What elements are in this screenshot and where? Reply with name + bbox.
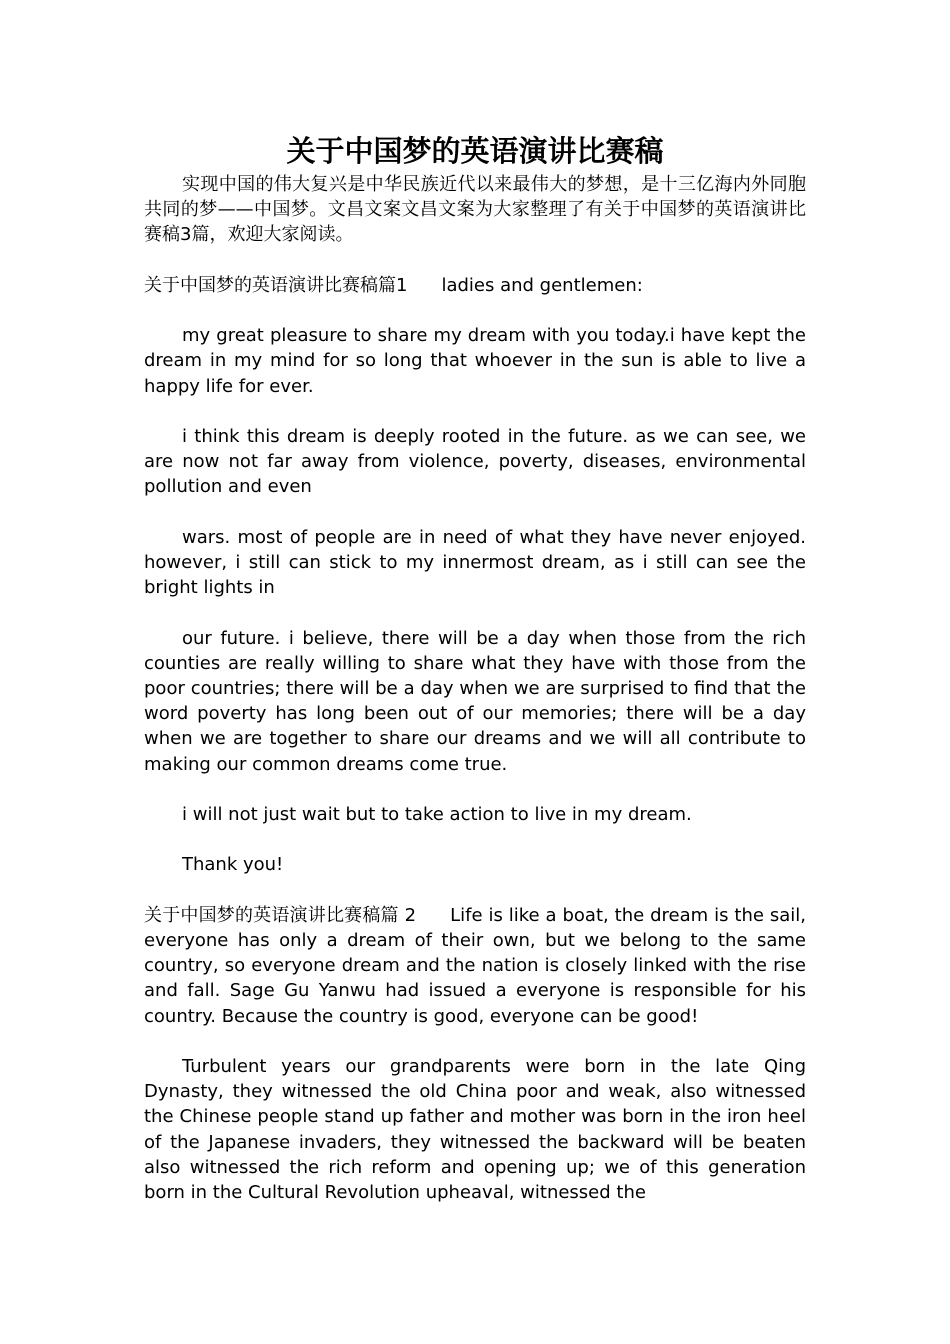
section1-paragraph-2: i think this dream is deeply rooted in the future. as we can see, we are now not far away from violence, poverty, diseases, environmental pollution and even xyxy=(144,425,806,498)
section1-paragraph-1: my great pleasure to share my dream with you today.i have kept the dream in my mind for so long that whoever in the sun is able to live a happy life for ever. xyxy=(144,325,806,397)
intro-paragraph: 实现中国的伟大复兴是中华民族近代以来最伟大的梦想，是十三亿海内外同胞共同的梦——中国梦。文昌文案文昌文案为大家整理了有关于中国梦的英语演讲比赛稿3篇，欢迎大家阅读。 xyxy=(144,174,806,246)
section2-first-paragraph xyxy=(144,903,806,1029)
section1-salutation: ladies and gentlemen: xyxy=(441,274,643,296)
section2-heading: 关于中国梦的英语演讲比赛稿篇 2 xyxy=(144,904,417,926)
section1-paragraph-4: our future. i believe, there will be a day when those from the rich counties are really willing to share what they have with those from the poor countries; there will be a day when we are surprised to find that the word poverty has long been out of our memories; there will be a day when we are together to share our dreams and we will all contribute to making our common dreams come true. xyxy=(144,627,806,775)
section1-closing: Thank you! xyxy=(182,854,284,876)
document-title: 关于中国梦的英语演讲比赛稿 xyxy=(286,134,664,168)
section1-heading: 关于中国梦的英语演讲比赛稿篇1 xyxy=(144,274,408,296)
section1-paragraph-5: i will not just wait but to take action to live in my dream. xyxy=(182,803,692,825)
section1-paragraph-3: wars. most of people are in need of what they have never enjoyed. however, i still can stick to my innermost dream, as i still can see the bright lights in xyxy=(144,526,806,599)
section1-heading-line xyxy=(144,273,806,298)
section2-paragraph-1: Turbulent years our grandparents were born in the late Qing Dynasty, they witnessed the old China poor and weak, also witnessed the Chinese people stand up father and mother was born in the iron heel of the Japanese invaders, they witnessed the backward will be beaten also witnessed the rich reform and opening up; we of this generation born in the Cultural Revolution upheaval, witnessed the xyxy=(144,1055,806,1203)
section2-first-text: Life is like a boat, the dream is the sail, everyone has only a dream of their own, but we belong to the same country, so everyone dream and the nation is closely linked with the rise and fall. Sage Gu Yanwu had issued a everyone is responsible for his country. Because the country is good, everyone can be good! xyxy=(144,904,806,1027)
document-page xyxy=(144,130,806,1205)
